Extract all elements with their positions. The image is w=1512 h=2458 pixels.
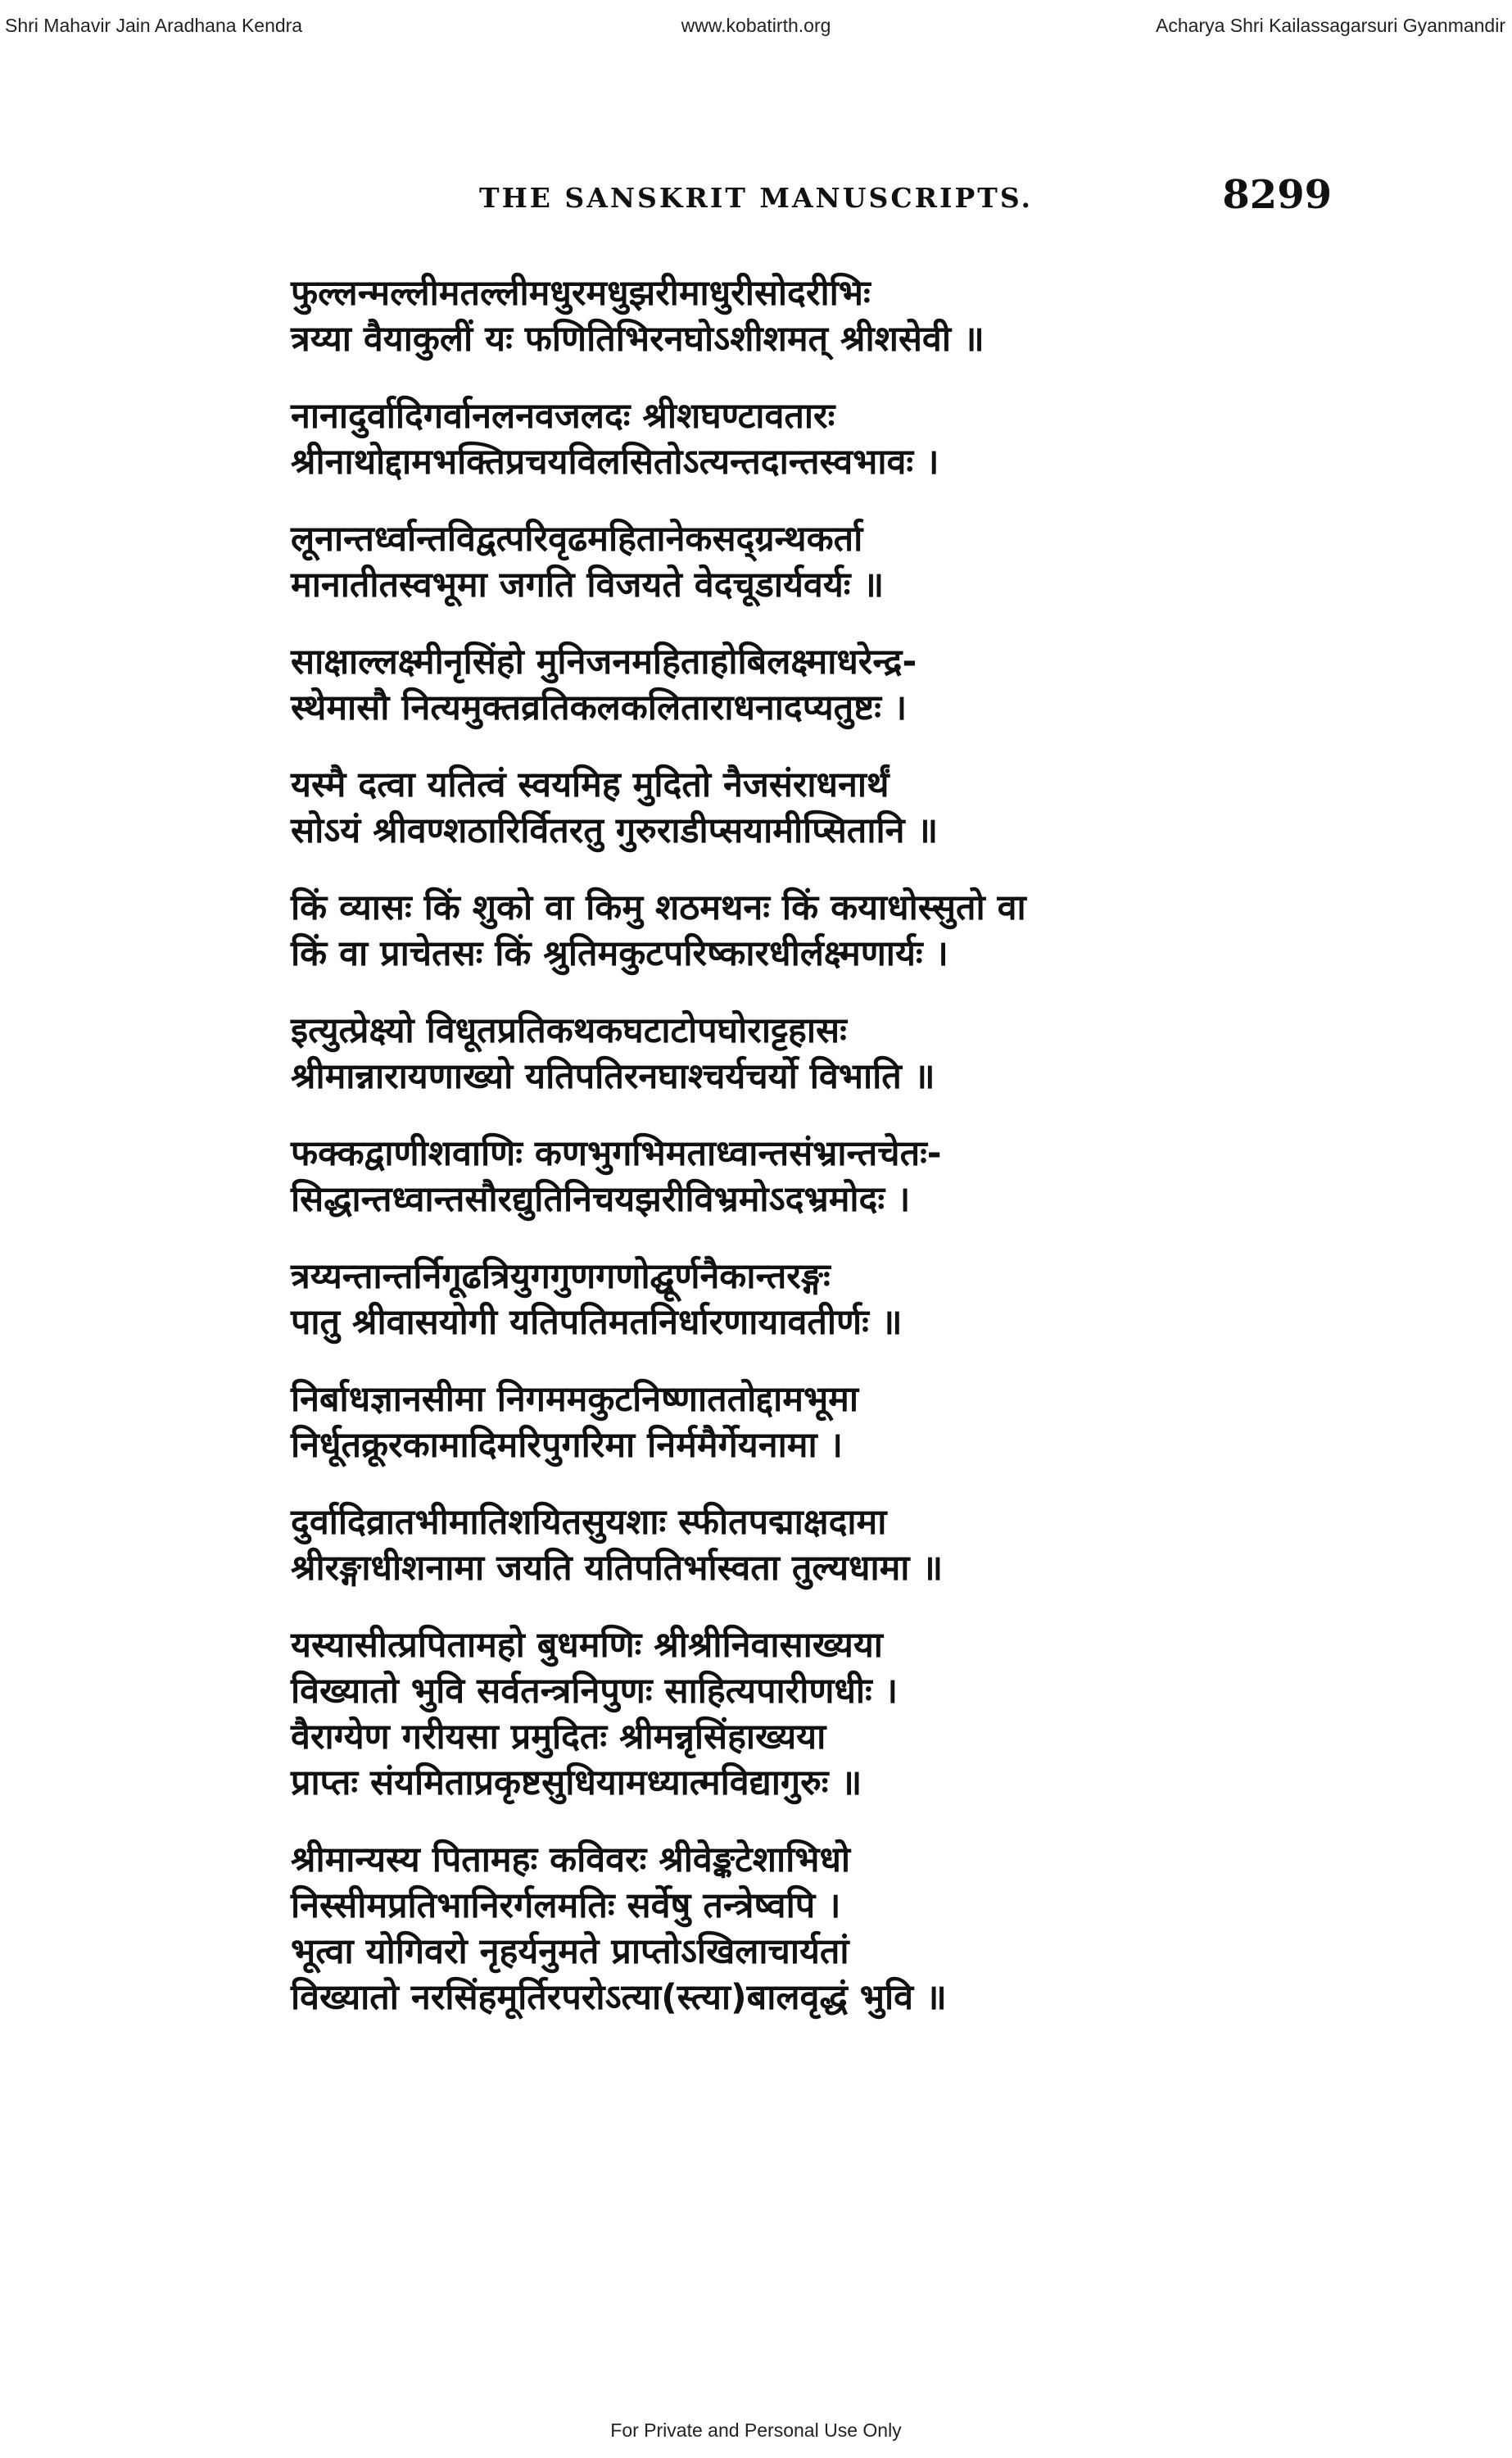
- verse-line: फक्कद्वाणीशवाणिः कणभुगभिमताध्वान्तसंभ्रान्तचेतः-: [291, 1133, 942, 1174]
- stanza-gap: [291, 977, 1274, 1008]
- stanza: [291, 762, 1274, 854]
- verse-line: किं व्यासः किं शुको वा किमु शठमथनः किं कयाधोस्सुतो वा: [291, 887, 1026, 928]
- verse-line: प्राप्तः संयमिताप्रकृष्टसुधियामध्यात्मविद्यागुरुः ॥: [291, 1762, 862, 1803]
- stanza: [291, 1837, 1274, 2020]
- verse-line: सोऽयं श्रीवण्शठारिर्वितरतु गुरुराडीप्सयामीप्सितानि ॥: [291, 810, 939, 851]
- stanza-gap: [291, 731, 1274, 762]
- page-number: 8299: [1222, 172, 1332, 218]
- stanza: [291, 1131, 1274, 1222]
- stanza: [291, 1254, 1274, 1345]
- stanza-gap: [291, 485, 1274, 516]
- verse-line: सिद्धान्तध्वान्तसौरद्युतिनिचयझरीविभ्रमोऽदभ्रमोदः ।: [291, 1179, 911, 1220]
- verse-line: विख्यातो भुवि सर्वतन्त्रनिपुणः साहित्यपारीणधीः ।: [291, 1671, 899, 1712]
- verse-line: त्रय्या वैयाकुलीं यः फणितिभिरनघोऽशीशमत् श्रीशसेवी ॥: [291, 319, 985, 360]
- stanza-gap: [291, 1468, 1274, 1499]
- verse-line: श्रीरङ्गाधीशनामा जयति यतिपतिर्भास्वता तुल्यधामा ॥: [291, 1548, 944, 1589]
- running-head: THE SANSKRIT MANUSCRIPTS.: [479, 182, 1033, 214]
- verse-line: पातु श्रीवासयोगी यतिपतिमतनिर्धारणायावतीर्णः ॥: [291, 1302, 903, 1343]
- verse-line: श्रीनाथोद्दामभक्तिप्रचयविलसितोऽत्यन्तदान्तस्वभावः ।: [291, 442, 939, 483]
- verse-line: यस्यासीत्प्रपितामहो बुधमणिः श्रीश्रीनिवासाख्यया: [291, 1625, 883, 1666]
- verse-line: वैराग्येण गरीयसा प्रमुदितः श्रीमन्नृसिंहाख्यया: [291, 1717, 826, 1757]
- stanza-gap: [291, 854, 1274, 885]
- stanza: [291, 639, 1274, 731]
- header-left-text: Shri Mahavir Jain Aradhana Kendra: [5, 15, 303, 36]
- verse-line: फुल्लन्मल्लीमतल्लीमधुरमधुझरीमाधुरीसोदरीभिः: [291, 273, 871, 314]
- verse-line: इत्युत्प्रेक्ष्यो विधूतप्रतिकथकघटाटोपघोराट्टहासः: [291, 1010, 847, 1051]
- verse-line: निस्सीमप्रतिभानिरर्गलमतिः सर्वेषु तन्त्रेष्वपि ।: [291, 1885, 841, 1926]
- verse-line: मानातीतस्वभूमा जगति विजयते वेदचूडार्यवर्यः ॥: [291, 565, 885, 605]
- verse-line: दुर्वादिव्रातभीमातिशयितसुयशाः स्फीतपद्माक्षदामा: [291, 1502, 887, 1543]
- stanza: [291, 885, 1274, 977]
- verse-line: नानादुर्वादिगर्वानलनवजलदः श्रीशघण्टावतारः: [291, 396, 835, 437]
- stanza-gap: [291, 1591, 1274, 1622]
- header-right-text: Acharya Shri Kailassagarsuri Gyanmandir: [1156, 15, 1505, 36]
- verse-line: भूत्वा योगिवरो नृहर्यनुमते प्राप्तोऽखिलाचार्यतां: [291, 1931, 849, 1972]
- verse-line: स्थेमासौ नित्यमुक्तव्रतिकलकलिताराधनादप्यतुष्टः ।: [291, 687, 908, 728]
- stanza-gap: [291, 1345, 1274, 1376]
- stanza-gap: [291, 362, 1274, 393]
- stanza: [291, 1008, 1274, 1100]
- stanza: [291, 1499, 1274, 1591]
- stanza: [291, 1376, 1274, 1468]
- header-center-text: www.kobatirth.org: [681, 15, 831, 36]
- verse-line: यस्मै दत्वा यतित्वं स्वयमिह मुदितो नैजसंराधनार्थं: [291, 764, 890, 805]
- verse-line: निर्धूतक्रूरकामादिमरिपुगरिमा निर्ममैर्गेयनामा ।: [291, 1425, 843, 1466]
- stanza-gap: [291, 608, 1274, 639]
- stanza-gap: [291, 1222, 1274, 1254]
- verse-block: [291, 270, 1274, 2020]
- stanza: [291, 516, 1274, 608]
- verse-line: लूनान्तर्ध्वान्तविद्वत्परिवृढमहितानेकसद्ग्रन्थकर्ता: [291, 519, 863, 560]
- verse-line: श्रीमान्नारायणाख्यो यतिपतिरनघाश्चर्यचर्यो विभाति ॥: [291, 1056, 935, 1097]
- verse-line: निर्बाधज्ञानसीमा निगममकुटनिष्णाततोद्दामभूमा: [291, 1379, 859, 1420]
- verse-line: साक्षाल्लक्ष्मीनृसिंहो मुनिजनमहिताहोबिलक्ष्माधरेन्द्र-: [291, 642, 917, 683]
- source-header: [0, 11, 1512, 44]
- footer-note: For Private and Personal Use Only: [610, 2419, 902, 2441]
- stanza: [291, 270, 1274, 362]
- verse-line: त्रय्यन्तान्तर्निगूढत्रियुगगुणगणोद्घूर्णनैकान्तरङ्गः: [291, 1256, 831, 1297]
- stanza: [291, 1622, 1274, 1806]
- stanza-gap: [291, 1100, 1274, 1131]
- verse-line: श्रीमान्यस्य पितामहः कविवरः श्रीवेङ्कटेशाभिधो: [291, 1839, 851, 1880]
- stanza: [291, 393, 1274, 485]
- stanza-gap: [291, 1806, 1274, 1837]
- verse-line: विख्यातो नरसिंहमूर्तिरपरोऽत्या(स्त्या)बालवृद्धं भुवि ॥: [291, 1977, 947, 2018]
- verse-line: किं वा प्राचेतसः किं श्रुतिमकुटपरिष्कारधीर्लक्ष्मणार्यः ।: [291, 933, 948, 974]
